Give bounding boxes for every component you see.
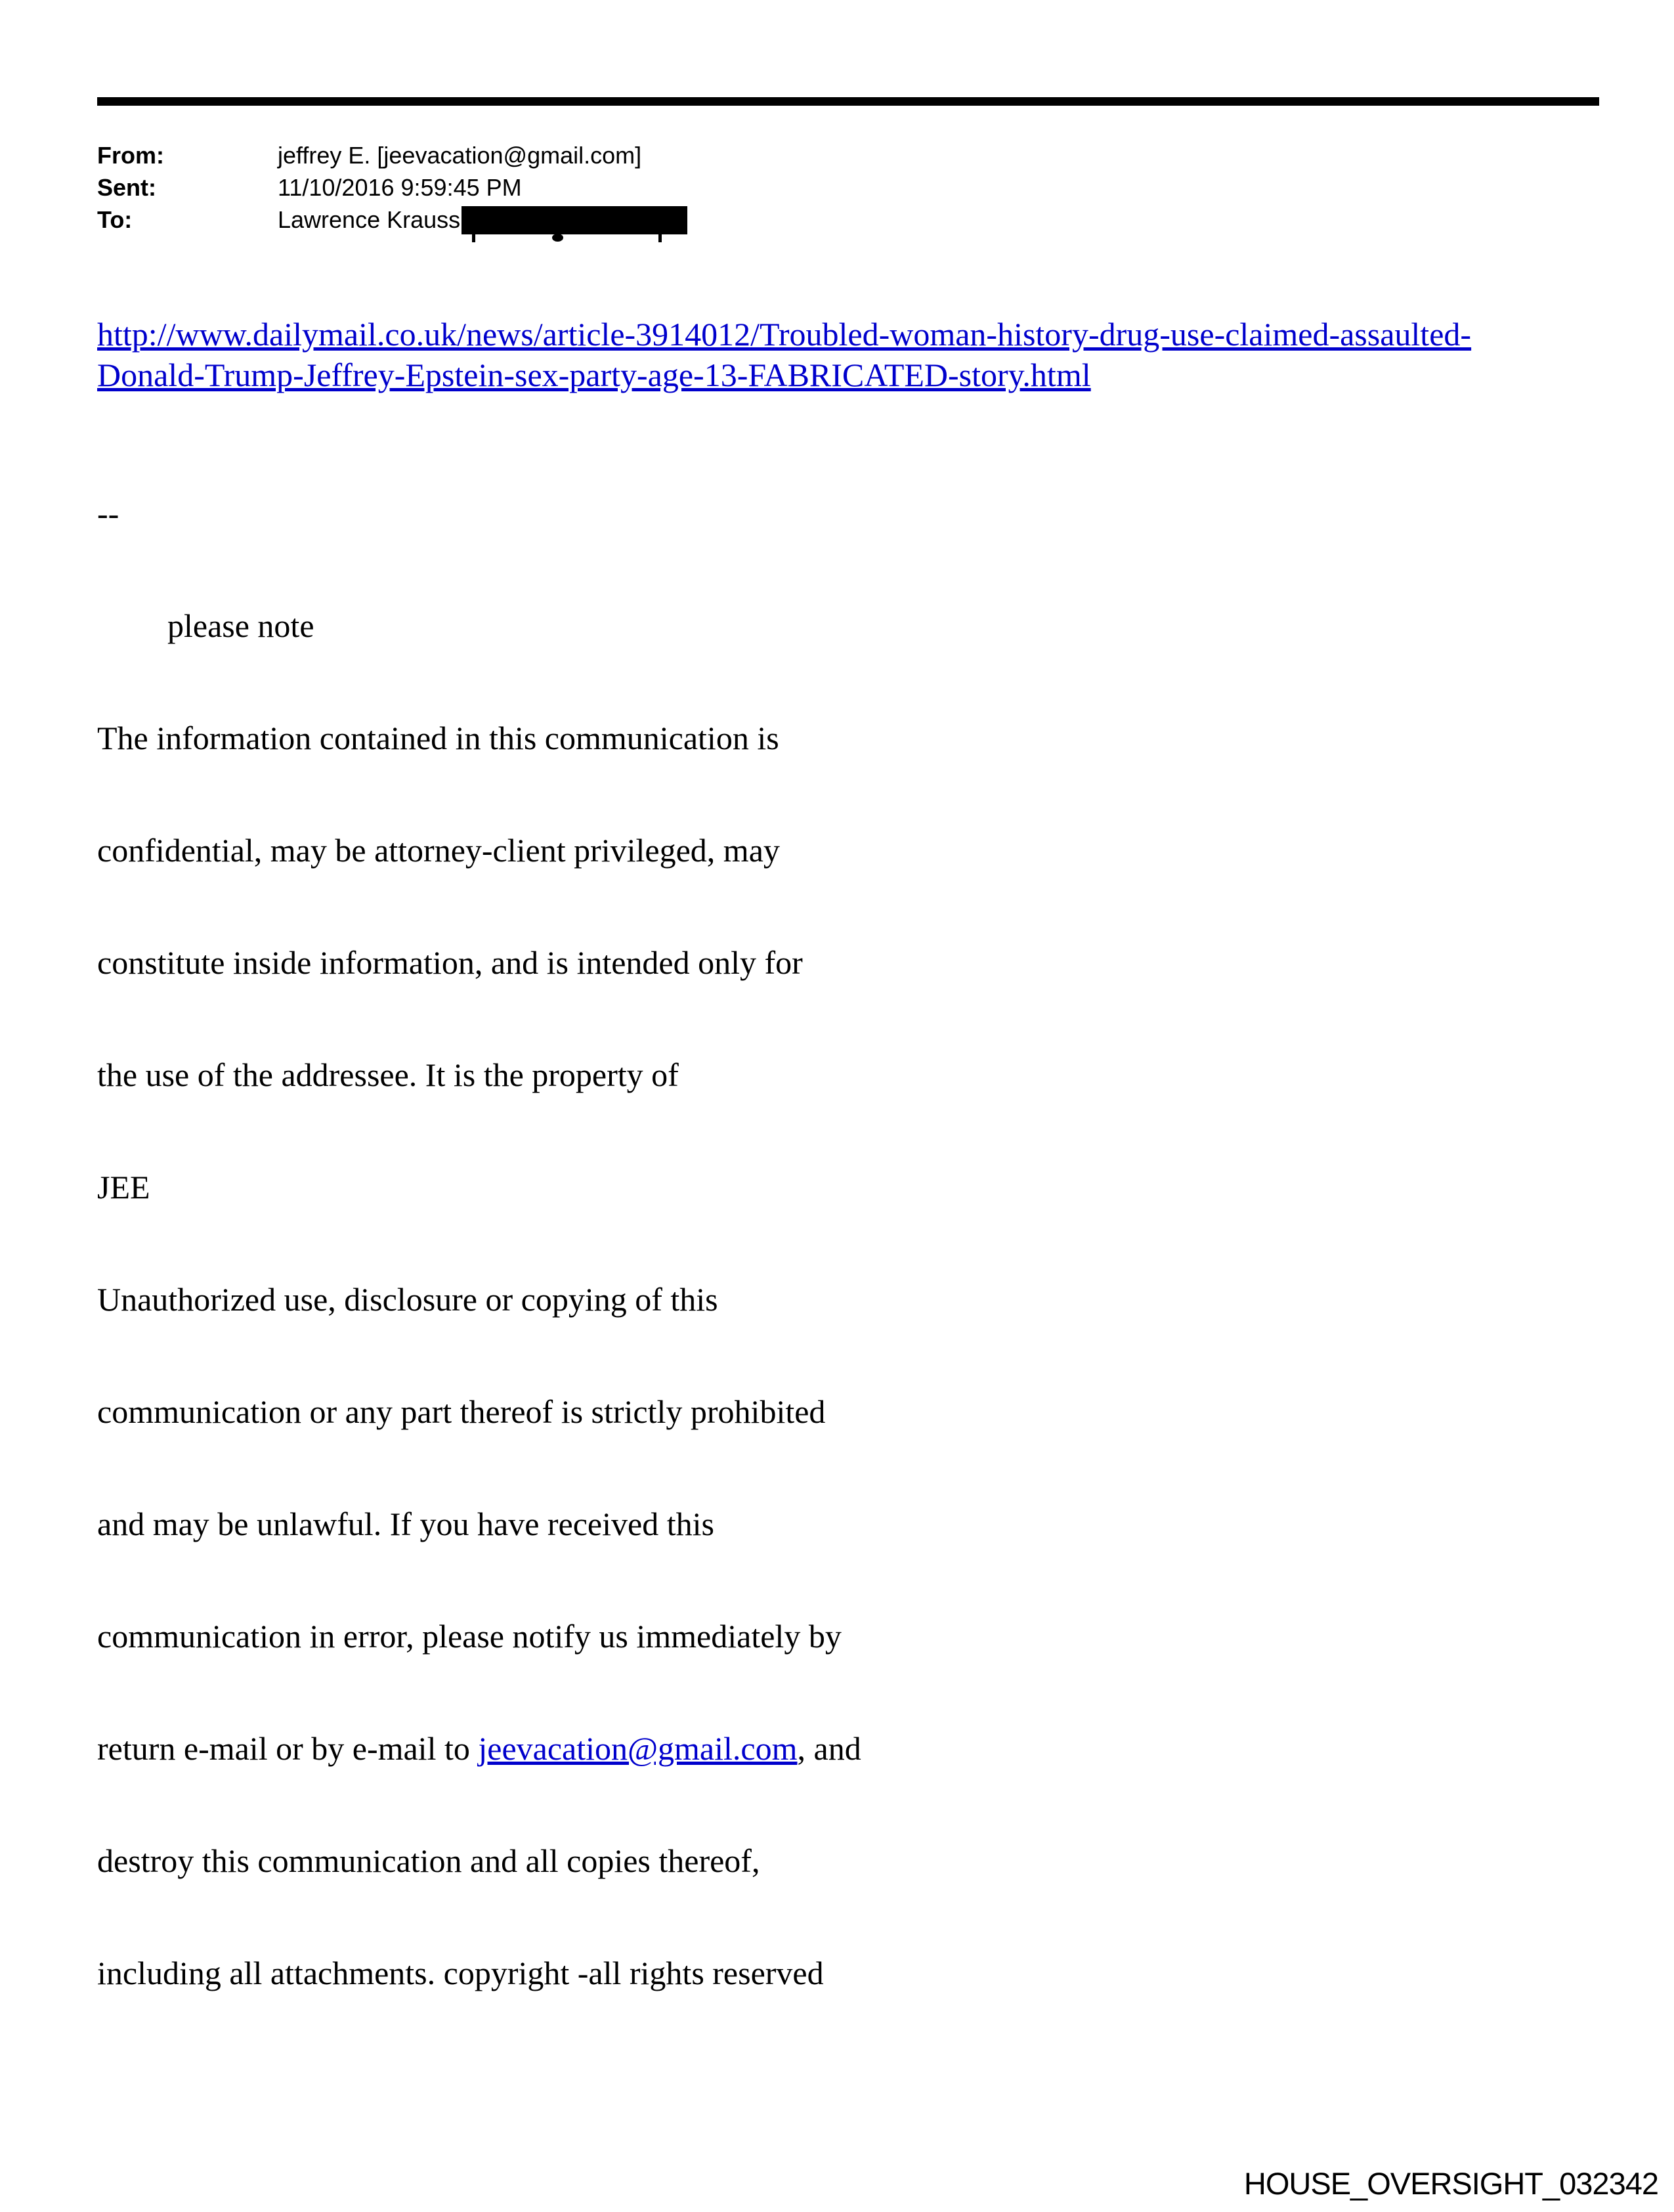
signature-separator: -- — [97, 495, 119, 532]
redaction-box — [461, 206, 687, 234]
email-header — [97, 139, 687, 236]
reply-email-link[interactable]: jeevacation@gmail.com — [478, 1730, 798, 1767]
to-value — [278, 204, 687, 236]
body-text: return e-mail or by e-mail to — [97, 1730, 479, 1767]
article-url-line-1[interactable]: http://www.dailymail.co.uk/news/article-3914012/Troubled-woman-history-drug-use-claimed-assaulted- — [97, 316, 1472, 353]
bates-number: HOUSE_OVERSIGHT_032342 — [1243, 2166, 1658, 2201]
redaction-glyph-fragment — [472, 233, 475, 242]
from-value: jeffrey E. [jeevacation@gmail.com] — [278, 142, 642, 169]
body-line: confidential, may be attorney-client privileged, may — [97, 832, 780, 869]
body-line-with-email — [97, 1730, 1082, 1767]
body-line: communication or any part thereof is strictly prohibited — [97, 1393, 826, 1430]
redaction-glyph-fragment — [658, 233, 662, 242]
body-line: and may be unlawful. If you have received this — [97, 1506, 714, 1542]
body-line: The information contained in this communication is — [97, 720, 779, 756]
header-divider-bar — [97, 97, 1599, 106]
body-line: the use of the addressee. It is the property of — [97, 1056, 679, 1093]
sent-label: Sent: — [97, 174, 156, 201]
article-url-link[interactable] — [97, 314, 1471, 395]
body-text: , and — [797, 1730, 861, 1767]
body-line: including all attachments. copyright -all rights reserved — [97, 1955, 824, 1991]
body-line: constitute inside information, and is intended only for — [97, 944, 803, 981]
header-row-to — [97, 204, 687, 236]
redaction-glyph-fragment — [552, 234, 563, 242]
body-line: Unauthorized use, disclosure or copying of this — [97, 1281, 718, 1318]
body-line: JEE — [97, 1169, 150, 1205]
header-row-sent — [97, 171, 687, 204]
email-body — [97, 420, 1082, 2067]
body-line: please note — [167, 607, 314, 644]
body-line: destroy this communication and all copies thereof, — [97, 1842, 760, 1879]
header-row-from — [97, 139, 687, 171]
to-label: To: — [97, 206, 133, 233]
from-label: From: — [97, 142, 164, 169]
to-recipient-name: Lawrence Krauss — [278, 206, 461, 233]
body-line: communication in error, please notify us immediately by — [97, 1618, 842, 1655]
sent-value: 11/10/2016 9:59:45 PM — [278, 174, 522, 201]
article-url-block — [97, 314, 1471, 395]
article-url-line-2[interactable]: Donald-Trump-Jeffrey-Epstein-sex-party-age-13-FABRICATED-story.html — [97, 357, 1091, 393]
